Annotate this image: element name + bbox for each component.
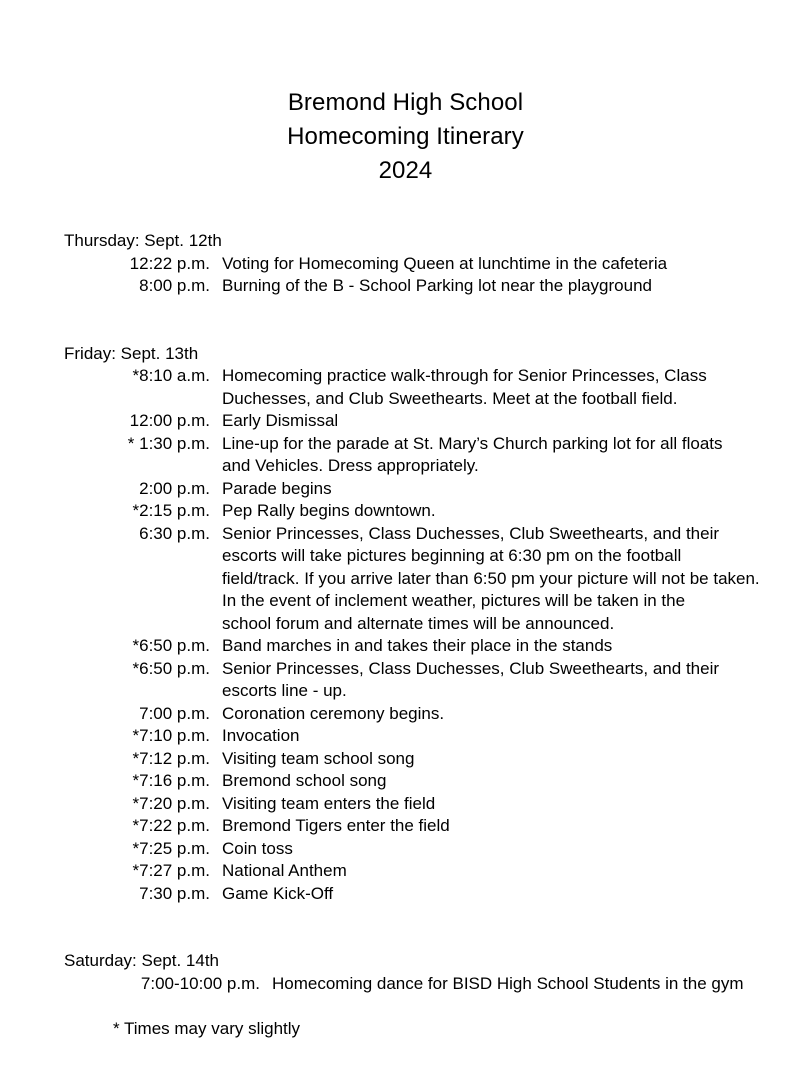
entry-description-line: Homecoming dance for BISD High School Students in the gym: [272, 973, 744, 993]
entry-description: [222, 500, 774, 523]
entry-description-line: Band marches in and takes their place in the stands: [222, 636, 613, 655]
schedule-entry: [0, 500, 811, 523]
entry-description: [272, 973, 792, 996]
entry-time: *7:27 p.m.: [132, 861, 210, 880]
entry-list: [0, 973, 811, 996]
schedule-entry: [0, 410, 811, 433]
entry-description: [222, 253, 774, 276]
schedule-entry: [0, 523, 811, 636]
entry-description-line: Game Kick-Off: [222, 883, 334, 903]
entry-time: *7:20 p.m.: [132, 793, 210, 813]
entry-description: [222, 433, 774, 478]
entry-description: [222, 815, 774, 838]
footnote: * Times may vary slightly: [113, 1019, 301, 1038]
entry-description: [222, 725, 774, 748]
entry-description-line: Invocation: [222, 726, 300, 745]
entry-description-line: Parade begins: [222, 478, 332, 498]
entry-time: 8:00 p.m.: [139, 276, 210, 295]
entry-description-line: In the event of inclement weather, pictures will be taken in the: [222, 591, 686, 610]
entry-description: [222, 658, 774, 703]
entry-time: *7:12 p.m.: [132, 748, 210, 768]
page-title: [0, 0, 811, 188]
schedule-entry: [0, 253, 811, 276]
schedule-entry: [0, 838, 811, 861]
entry-time: 7:30 p.m.: [139, 883, 210, 903]
entry-description-line: Pep Rally begins downtown.: [222, 501, 436, 520]
entry-time: *2:15 p.m.: [132, 501, 210, 520]
entry-description-line: field/track. If you arrive later than 6:50 pm your picture will not be taken.: [222, 568, 760, 588]
schedule-entry: [0, 883, 811, 906]
entry-description: [222, 770, 774, 793]
entry-list: [0, 253, 811, 298]
entry-description: [222, 275, 774, 298]
entry-description-line: Line-up for the parade at St. Mary’s Church parking lot for all floats: [222, 433, 723, 453]
schedule-entry: [0, 793, 811, 816]
entry-description: [222, 703, 774, 726]
entry-description-line: Voting for Homecoming Queen at lunchtime in the cafeteria: [222, 253, 668, 273]
entry-description-line: Bremond Tigers enter the field: [222, 816, 450, 835]
entry-description-line: escorts will take pictures beginning at 6:30 pm on the football: [222, 546, 682, 565]
entry-description: [222, 365, 774, 410]
schedule-entry: [0, 478, 811, 501]
entry-description: [222, 523, 774, 636]
entry-time: *7:22 p.m.: [132, 816, 210, 835]
entry-description-line: escorts line - up.: [222, 681, 347, 700]
entry-description-line: Homecoming practice walk-through for Senior Princesses, Class: [222, 366, 707, 385]
schedule-entry: [0, 275, 811, 298]
entry-description: [222, 478, 774, 501]
schedule-entry: [0, 365, 811, 410]
entry-description-line: Early Dismissal: [222, 411, 339, 430]
entry-time: *6:50 p.m.: [132, 636, 210, 655]
entry-description-line: Senior Princesses, Class Duchesses, Club Sweethearts, and their: [222, 658, 720, 678]
entry-description-line: and Vehicles. Dress appropriately.: [222, 456, 479, 475]
section-spacer: [0, 298, 811, 343]
entry-time: 7:00-10:00 p.m.: [140, 973, 260, 993]
entry-time: *7:25 p.m.: [132, 838, 210, 858]
entry-description-line: school forum and alternate times will be announced.: [222, 613, 615, 633]
itinerary-body: [0, 230, 811, 995]
schedule-entry: [0, 725, 811, 748]
schedule-entry: [0, 635, 811, 658]
entry-description-line: Bremond school song: [222, 771, 387, 790]
entry-time: *6:50 p.m.: [132, 658, 210, 678]
title-line: Bremond High School: [287, 89, 524, 116]
entry-time: *7:10 p.m.: [132, 726, 210, 745]
schedule-entry: [0, 703, 811, 726]
entry-time: 2:00 p.m.: [139, 478, 210, 498]
schedule-entry: [0, 860, 811, 883]
schedule-entry: [0, 433, 811, 478]
entry-description-line: Duchesses, and Club Sweethearts. Meet at the football field.: [222, 388, 678, 408]
section-spacer: [0, 905, 811, 950]
entry-description: [222, 838, 774, 861]
entry-description: [222, 410, 774, 433]
day-block: [0, 230, 811, 298]
entry-time: 12:22 p.m.: [129, 253, 210, 273]
entry-time: *8:10 a.m.: [132, 366, 210, 385]
entry-description: [222, 793, 774, 816]
entry-description-line: Visiting team enters the field: [222, 793, 436, 813]
day-heading: Saturday: Sept. 14th: [64, 951, 219, 970]
entry-description: [222, 635, 774, 658]
entry-description: [222, 860, 774, 883]
entry-description-line: Visiting team school song: [222, 748, 415, 768]
day-block: [0, 343, 811, 906]
entry-time: 7:00 p.m.: [139, 703, 210, 723]
entry-description-line: Burning of the B - School Parking lot near the playground: [222, 276, 652, 295]
schedule-entry: [0, 770, 811, 793]
title-line: 2024: [378, 157, 433, 184]
schedule-entry: [0, 973, 811, 996]
schedule-entry: [0, 815, 811, 838]
entry-description: [222, 883, 774, 906]
entry-time: 12:00 p.m.: [129, 411, 210, 430]
entry-description: [222, 748, 774, 771]
entry-description-line: Coronation ceremony begins.: [222, 703, 445, 723]
entry-description-line: National Anthem: [222, 861, 347, 880]
day-heading: Thursday: Sept. 12th: [64, 231, 222, 250]
entry-time: 6:30 p.m.: [139, 523, 210, 543]
day-heading: Friday: Sept. 13th: [64, 343, 199, 363]
entry-description-line: Senior Princesses, Class Duchesses, Club Sweethearts, and their: [222, 523, 720, 543]
entry-time: *7:16 p.m.: [132, 771, 210, 790]
entry-time: * 1:30 p.m.: [127, 433, 210, 453]
entry-description-line: Coin toss: [222, 838, 293, 858]
schedule-entry: [0, 748, 811, 771]
entry-list: [0, 365, 811, 905]
title-line: Homecoming Itinerary: [287, 123, 524, 150]
schedule-entry: [0, 658, 811, 703]
day-block: [0, 950, 811, 995]
